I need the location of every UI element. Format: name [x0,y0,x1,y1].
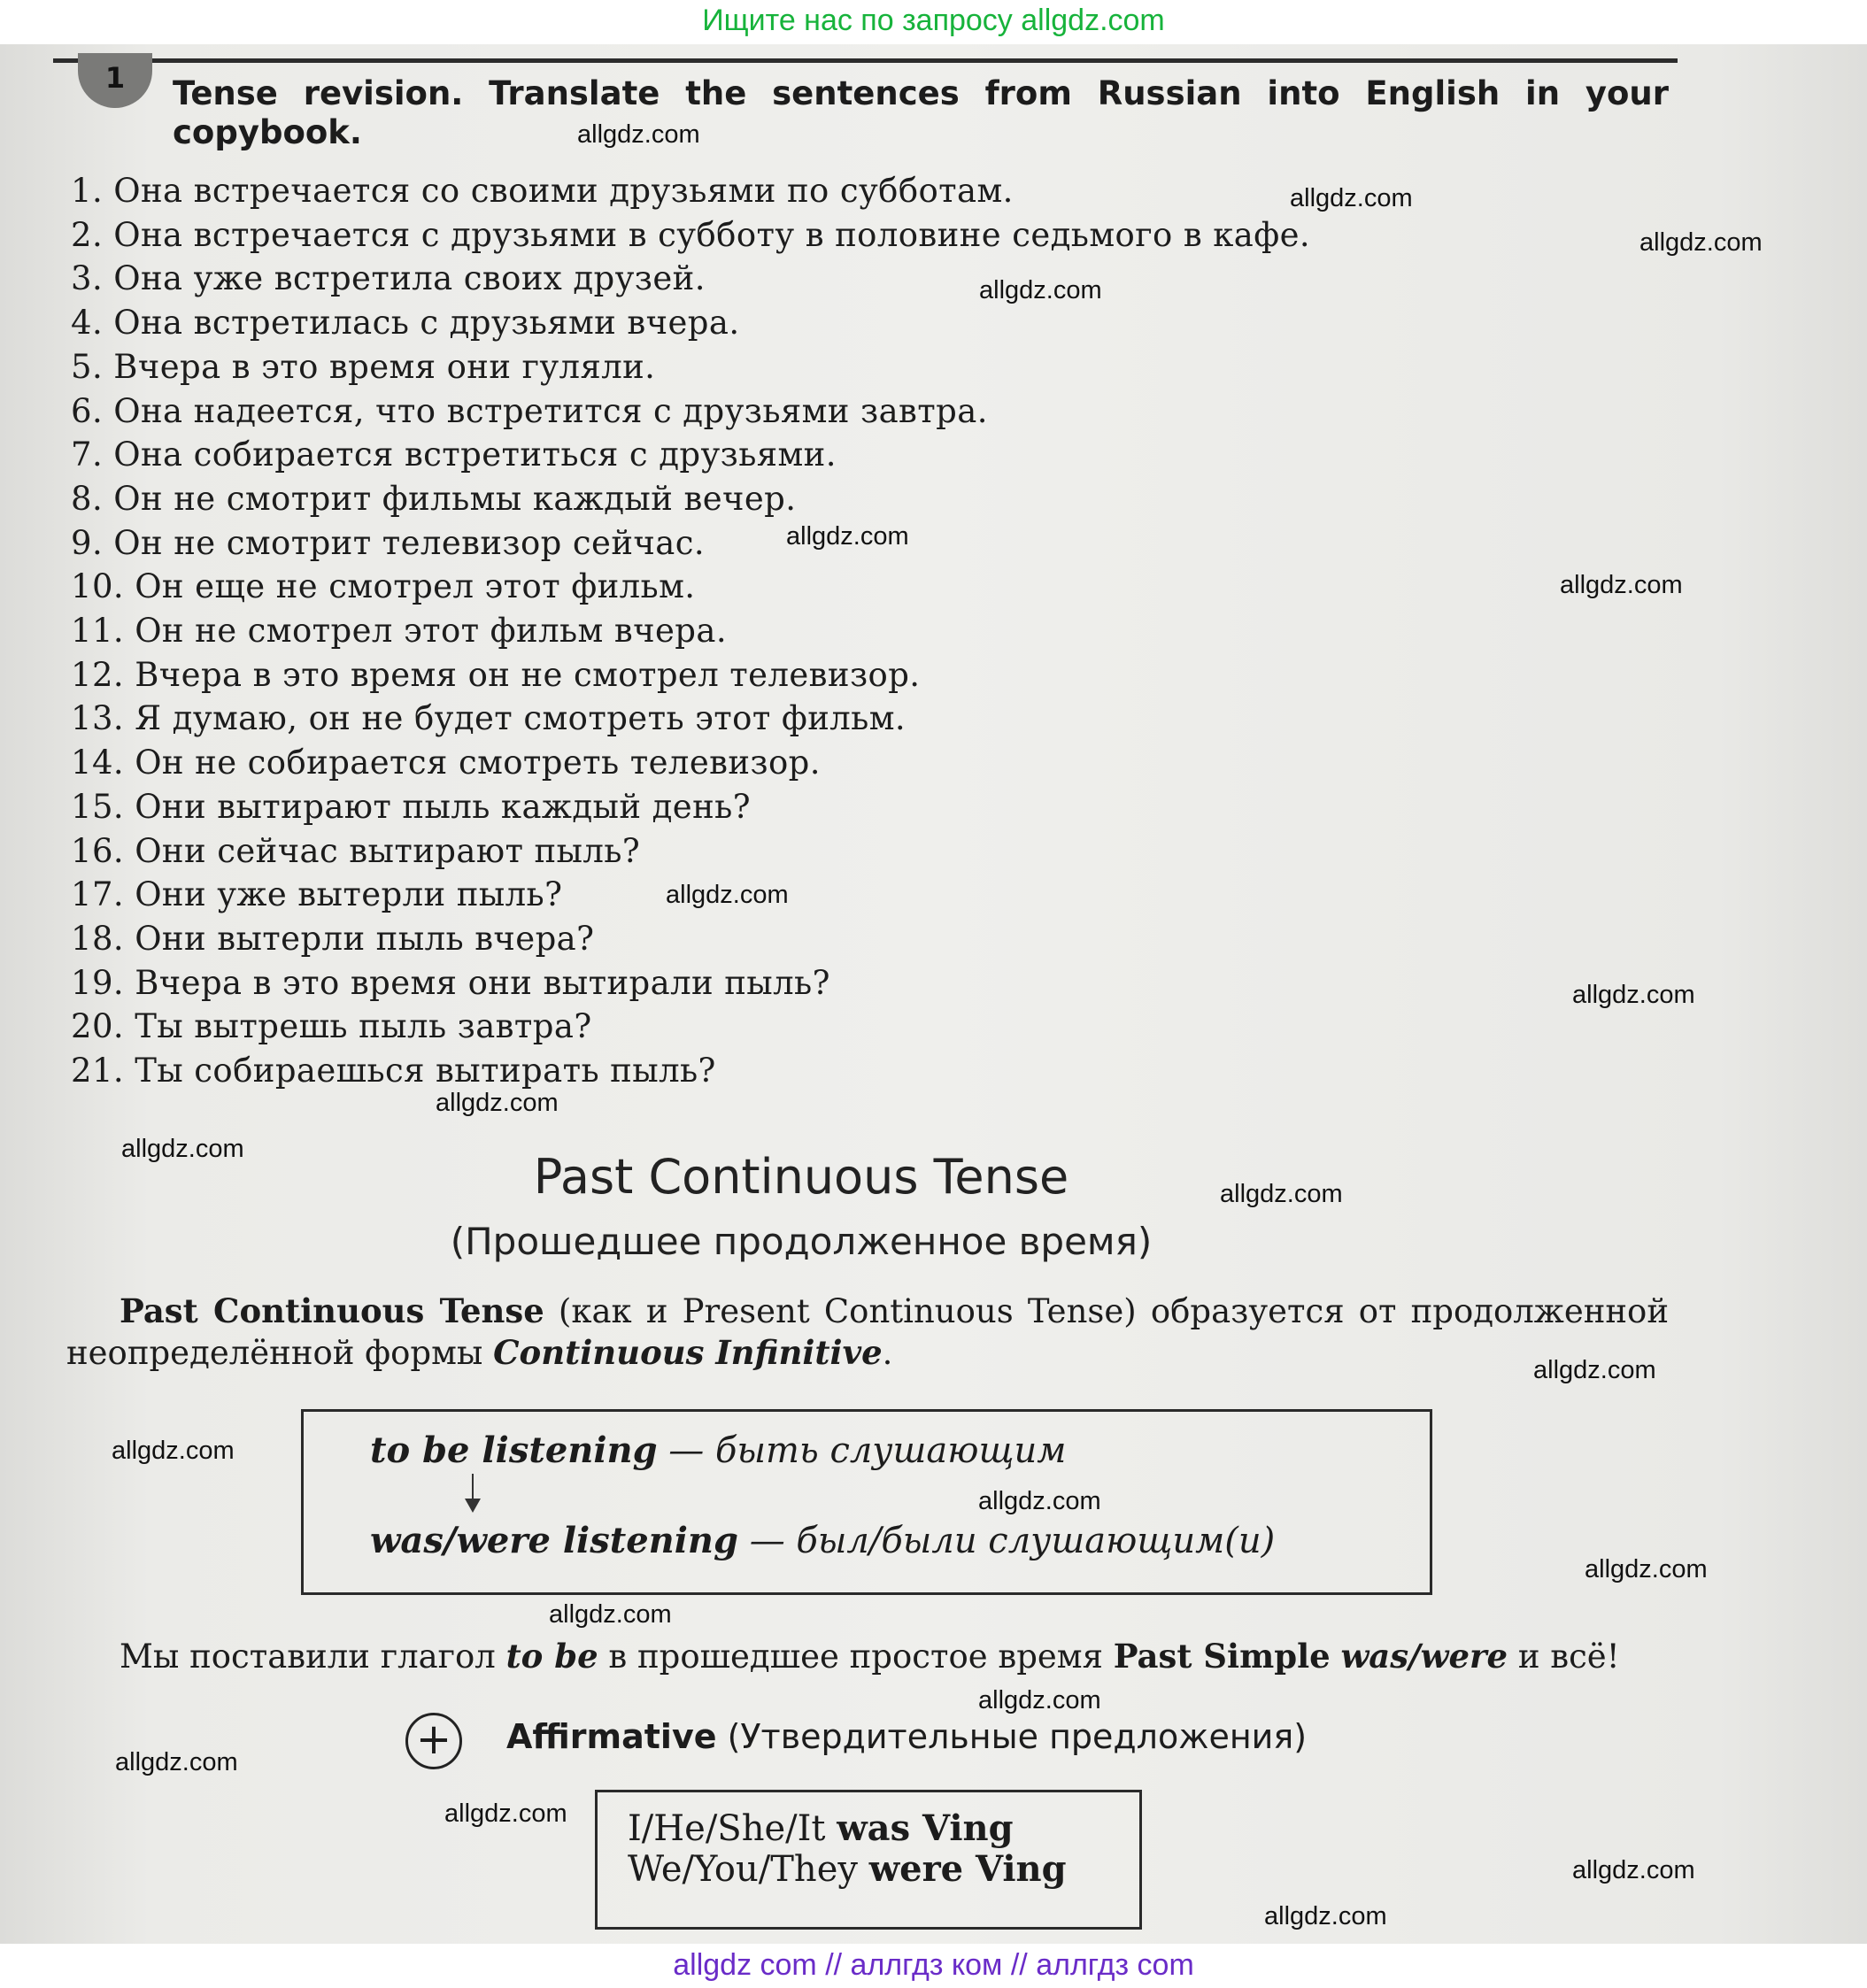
watermark: allgdz.com [121,1135,244,1163]
watermark: allgdz.com [978,1487,1101,1515]
list-item: 16. Они сейчас вытирают пыль? [71,831,641,870]
list-item: 1. Она встречается со своими друзьями по субботам. [71,172,1014,210]
para2-text-c: в прошедшее простое время [598,1637,1114,1676]
top-search-banner[interactable]: Ищите нас по запросу allgdz.com [0,0,1867,44]
plural-pronouns: We/You/They [628,1849,869,1890]
plus-circle-icon: + [405,1713,462,1769]
list-item: 18. Они вытерли пыль вчера? [71,919,595,958]
singular-pronouns: I/He/She/It [628,1808,837,1849]
list-item: 7. Она собирается встретиться с друзьями. [71,435,837,474]
list-item: 2. Она встречается с друзьями в субботу в половине седьмого в кафе. [71,215,1311,254]
para2-was-were: was/were [1340,1637,1508,1676]
affirmative-note: (Утвердительные предложения) [716,1717,1308,1756]
para2-text-g: и всё! [1508,1637,1620,1676]
list-item: 14. Он не собирается смотреть телевизор. [71,744,821,782]
watermark: allgdz.com [786,522,909,551]
list-item: 10. Он еще не смотрел этот фильм. [71,567,696,606]
list-item: 11. Он не смотрел этот фильм вчера. [71,612,727,651]
list-item: 8. Он не смотрит фильмы каждый вечер. [71,479,797,518]
past-translation: — был/были слушающим(и) [737,1521,1276,1561]
section-title: Past Continuous Tense [533,1149,1069,1205]
formation-line-past [370,1520,1275,1561]
term-past-continuous: Past Continuous Tense [120,1291,544,1330]
sentence-list [71,169,1310,1093]
watermark: allgdz.com [1264,1902,1387,1930]
para-text: (как и Present Continuous Tense) образуется от продолженной неопределённой формы [66,1292,1669,1372]
formula-row-plural [628,1849,1139,1890]
affirmative-formula-box [595,1790,1142,1930]
watermark: allgdz.com [1585,1555,1708,1583]
plural-verb: were Ving [868,1848,1067,1890]
list-item: 5. Вчера в это время они гуляли. [71,347,656,386]
intro-paragraph [66,1291,1669,1374]
watermark: allgdz.com [1290,184,1413,212]
para2-space [1331,1637,1341,1676]
list-item: 4. Она встретилась с друзьями вчера. [71,304,740,343]
singular-verb: was Ving [837,1807,1014,1849]
list-item: 15. Они вытирают пыль каждый день? [71,787,751,826]
exercise-number-badge: 1 [78,53,152,108]
para2-past-simple: Past Simple [1113,1637,1331,1676]
watermark: allgdz.com [549,1600,672,1629]
formation-line-infinitive [370,1429,1066,1471]
formula-row-singular [628,1808,1139,1849]
infinitive-translation: — быть слушающим [657,1430,1067,1471]
watermark: allgdz.com [577,120,700,149]
top-rule [53,58,1678,63]
past-form: was/were listening [370,1520,738,1561]
bottom-links-banner[interactable]: allgdz com // аллгдз ком // аллгдз com [0,1944,1867,1988]
watermark: allgdz.com [1220,1180,1343,1208]
watermark: allgdz.com [115,1748,238,1776]
para2-to-be: to be [505,1637,598,1676]
list-item: 13. Я думаю, он не будет смотреть этот фильм. [71,699,906,738]
exercise-title: Tense revision. Translate the sentences from Russian into English in your copybook. [173,74,1669,151]
term-continuous-infinitive: Continuous Infinitive [493,1333,883,1372]
list-item: 6. Она надеется, что встретится с друзьями завтра. [71,391,988,430]
affirmative-label: Affirmative [506,1717,717,1756]
watermark: allgdz.com [666,881,789,909]
list-item: 20. Ты вытрешь пыль завтра? [71,1007,592,1046]
watermark: allgdz.com [1572,1856,1695,1884]
watermark: allgdz.com [1639,228,1763,257]
section-subtitle: (Прошедшее продолженное время) [450,1220,1153,1263]
list-item: 19. Вчера в это время они вытирали пыль? [71,963,830,1002]
watermark: allgdz.com [1560,571,1683,599]
list-item: 12. Вчера в это время он не смотрел телевизор. [71,655,921,694]
watermark: allgdz.com [436,1089,559,1117]
watermark: allgdz.com [978,1686,1101,1714]
watermark: allgdz.com [444,1799,567,1828]
watermark: allgdz.com [979,276,1102,304]
affirmative-heading [506,1717,1307,1756]
watermark: allgdz.com [1572,981,1695,1009]
list-item: 21. Ты собираешься вытирать пыль? [71,1052,716,1090]
list-item: 3. Она уже встретила своих друзей. [71,259,706,298]
watermark: allgdz.com [112,1437,235,1465]
list-item: 9. Он не смотрит телевизор сейчас. [71,523,706,562]
arrow-head-icon [465,1499,481,1513]
infinitive-form: to be listening [370,1429,658,1471]
formation-box [301,1409,1432,1595]
list-item: 17. Они уже вытерли пыль? [71,875,563,914]
para-end: . [882,1334,893,1372]
para2-text-a: Мы поставили глагол [120,1637,506,1676]
watermark: allgdz.com [1533,1356,1656,1384]
explanation-paragraph [66,1636,1669,1677]
